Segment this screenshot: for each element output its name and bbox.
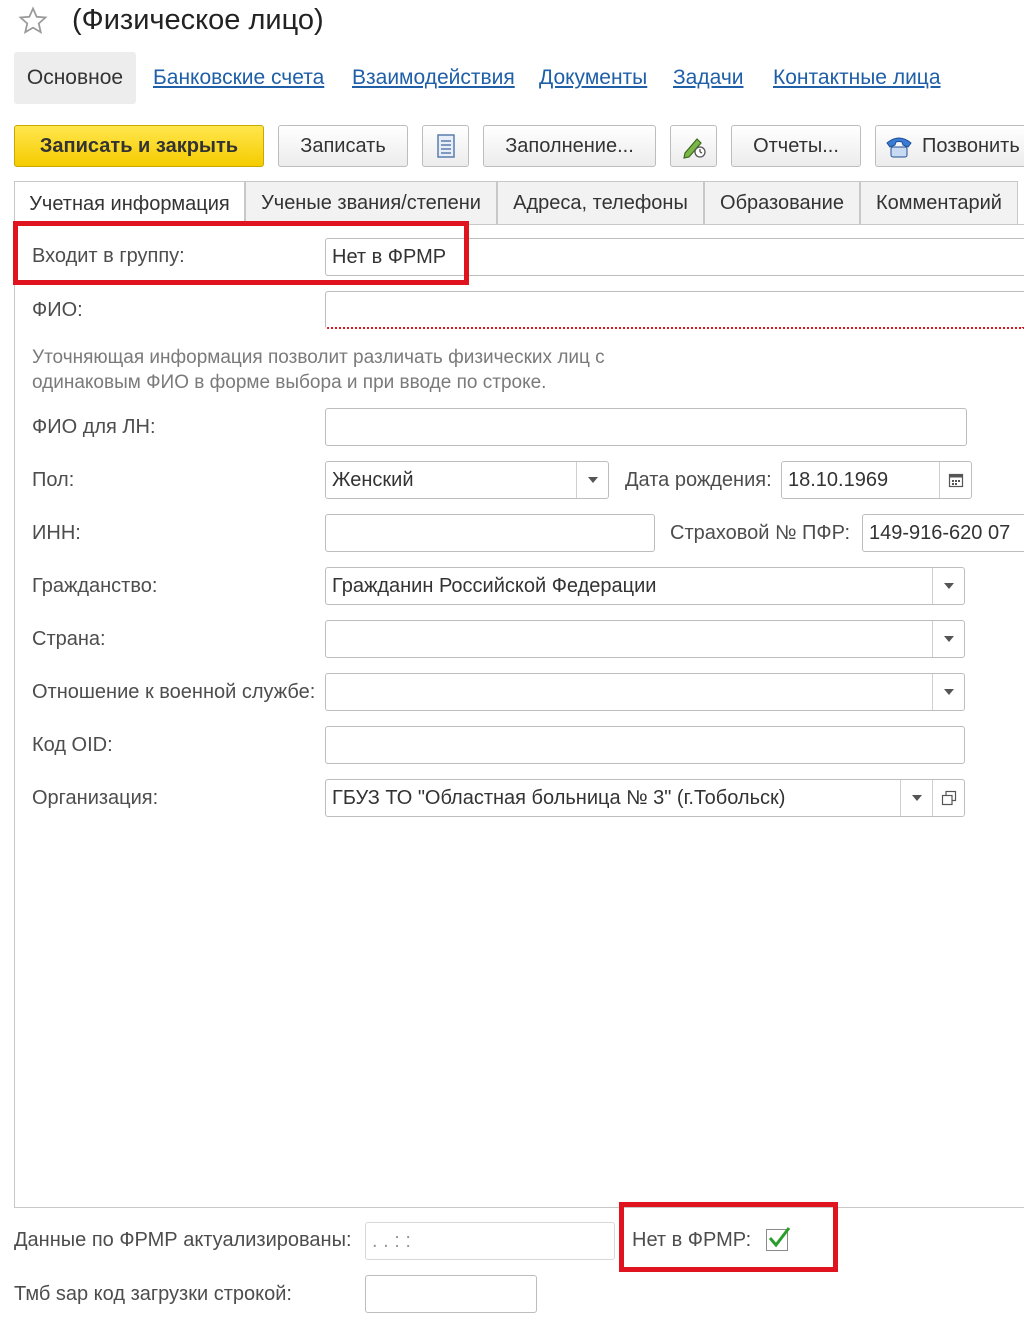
citizenship-label: Гражданство: — [32, 575, 158, 597]
frmr-updated-input[interactable]: . . : : — [365, 1222, 615, 1260]
birth-date-input[interactable] — [781, 461, 972, 499]
organization-label: Организация: — [32, 787, 159, 809]
nav-link-documents[interactable]: Документы — [539, 66, 648, 89]
group-label: Входит в группу: — [32, 245, 185, 267]
tab-account-info[interactable]: Учетная информация — [14, 181, 245, 226]
tmb-input[interactable] — [365, 1275, 537, 1313]
highlight-frame — [619, 1202, 838, 1272]
nav-link-tasks[interactable]: Задачи — [673, 66, 744, 89]
oid-label: Код OID: — [32, 734, 113, 756]
tab-addresses-phones[interactable]: Адреса, телефоны — [497, 181, 704, 225]
gender-select[interactable] — [325, 461, 609, 499]
country-dropdown-button[interactable] — [932, 621, 964, 657]
fill-button[interactable]: Заполнение... — [483, 125, 656, 167]
snils-input[interactable]: 149-916-620 07 — [862, 514, 1024, 552]
gender-value: Женский — [332, 468, 414, 491]
military-label: Отношение к военной службе: — [32, 681, 316, 703]
fio-ln-label: ФИО для ЛН: — [32, 416, 156, 438]
oid-input[interactable] — [325, 726, 965, 764]
gender-dropdown-button[interactable] — [576, 462, 608, 498]
group-field[interactable]: Нет в ФРМР — [325, 238, 1024, 276]
organization-select[interactable] — [325, 779, 965, 817]
document-list-button[interactable] — [422, 125, 469, 167]
fio-label: ФИО: — [32, 299, 83, 321]
birth-date-value: 18.10.1969 — [788, 468, 889, 491]
chevron-down-icon — [944, 636, 954, 642]
organization-open-button[interactable] — [932, 780, 964, 816]
gender-label: Пол: — [32, 469, 75, 491]
military-select[interactable] — [325, 673, 965, 711]
citizenship-select[interactable] — [325, 567, 965, 605]
list-icon — [436, 134, 456, 158]
tab-comment[interactable]: Комментарий — [860, 181, 1018, 225]
birth-date-label: Дата рождения: — [625, 469, 772, 491]
nav-item-main[interactable]: Основное — [14, 52, 136, 104]
nav-link-bank-accounts[interactable]: Банковские счета — [153, 66, 325, 89]
open-window-icon — [941, 790, 957, 806]
country-label: Страна: — [32, 628, 106, 650]
pencil-clock-icon — [681, 133, 707, 159]
edit-button[interactable] — [670, 125, 717, 167]
save-close-button[interactable]: Записать и закрыть — [14, 125, 264, 167]
tab-education[interactable]: Образование — [704, 181, 860, 225]
organization-value: ГБУЗ ТО "Областная больница № 3" (г.Тобольск) — [332, 786, 786, 809]
call-button[interactable] — [875, 125, 1024, 167]
chevron-down-icon — [588, 477, 598, 483]
hint-line-1: Уточняющая информация позволит различать физических лиц с — [32, 347, 605, 368]
chevron-down-icon — [912, 795, 922, 801]
nav-link-interactions[interactable]: Взаимодействия — [352, 66, 515, 89]
military-dropdown-button[interactable] — [932, 674, 964, 710]
call-button-label: Позвонить — [922, 134, 1020, 157]
highlight-frame — [13, 221, 469, 285]
page-title: (Физическое лицо) — [72, 4, 324, 36]
save-button[interactable]: Записать — [278, 125, 408, 167]
no-frmr-label: Нет в ФРМР: — [632, 1229, 752, 1251]
tab-academic-titles[interactable]: Ученые звания/степени — [245, 181, 497, 225]
tmb-label: Тмб sap код загрузки строкой: — [14, 1283, 292, 1305]
nav-link-contacts[interactable]: Контактные лица — [773, 66, 941, 89]
chevron-down-icon — [944, 689, 954, 695]
inn-label: ИНН: — [32, 522, 81, 544]
hint-text — [32, 345, 605, 395]
calendar-icon — [948, 472, 964, 488]
citizenship-dropdown-button[interactable] — [932, 568, 964, 604]
phone-icon — [884, 133, 914, 159]
fio-ln-input[interactable] — [325, 408, 967, 446]
hint-line-2: одинаковым ФИО в форме выбора и при вводе по строке. — [32, 372, 547, 393]
snils-label: Страховой № ПФР: — [670, 522, 851, 544]
inn-input[interactable] — [325, 514, 655, 552]
calendar-button[interactable] — [939, 462, 971, 498]
citizenship-value: Гражданин Российской Федерации — [332, 574, 657, 597]
fio-input[interactable] — [325, 291, 1024, 329]
organization-dropdown-button[interactable] — [900, 780, 932, 816]
country-select[interactable] — [325, 620, 965, 658]
star-icon[interactable] — [18, 6, 48, 36]
reports-button[interactable]: Отчеты... — [731, 125, 861, 167]
chevron-down-icon — [944, 583, 954, 589]
frmr-updated-label: Данные по ФРМР актуализированы: — [14, 1229, 352, 1251]
